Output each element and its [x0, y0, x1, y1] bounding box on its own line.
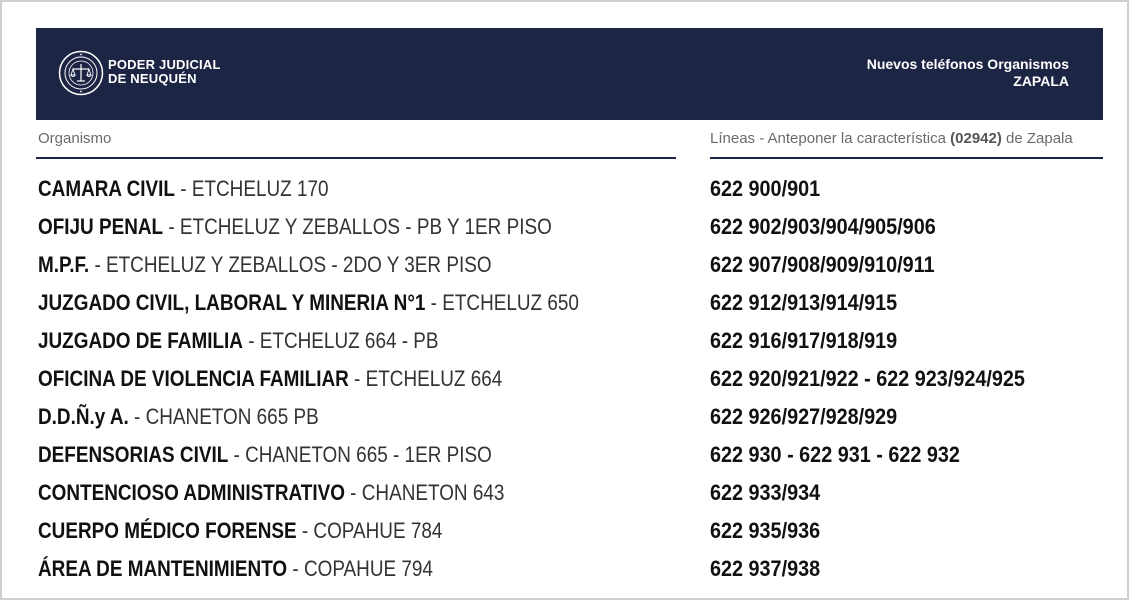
organismo-address: CHANETON 665 - 1ER PISO — [245, 442, 492, 467]
separator: - — [348, 366, 366, 391]
header-title-line-1: Nuevos teléfonos Organismos — [866, 56, 1069, 72]
separator: - — [242, 328, 260, 353]
organismo-name: OFICINA DE VIOLENCIA FAMILIAR — [38, 366, 349, 391]
organismo-cell — [38, 398, 319, 436]
separator: - — [296, 518, 314, 543]
organismo-cell — [38, 284, 579, 322]
organismo-address: CHANETON 643 — [361, 480, 505, 505]
organismo-cell — [38, 550, 433, 588]
organismo-name: JUZGADO DE FAMILIA — [38, 328, 243, 353]
phone-lines: 622 933/934 — [710, 480, 821, 505]
table-row — [2, 322, 1129, 360]
phone-lines: 622 920/921/922 - 622 923/924/925 — [710, 366, 1025, 391]
separator: - — [228, 442, 246, 467]
organismo-cell — [38, 322, 439, 360]
organismo-name: CUERPO MÉDICO FORENSE — [38, 518, 297, 543]
organismo-address: ETCHELUZ 664 - PB — [259, 328, 439, 353]
column-divider-left — [36, 157, 676, 159]
table-row — [2, 170, 1129, 208]
organismo-name: D.D.Ñ.y A. — [38, 404, 129, 429]
organismo-name: ÁREA DE MANTENIMIENTO — [38, 556, 288, 581]
directory-table — [2, 170, 1129, 588]
lineas-label: Líneas - Anteponer la característica — [710, 130, 946, 147]
column-header-organismo: Organismo — [38, 130, 112, 147]
organismo-address: ETCHELUZ 650 — [442, 290, 579, 315]
brand-line-1: PODER JUDICIAL — [108, 57, 221, 72]
organismo-address: ETCHELUZ 170 — [191, 176, 329, 201]
table-row — [2, 550, 1129, 588]
phone-lines: 622 916/917/918/919 — [710, 328, 898, 353]
organismo-address: COPAHUE 794 — [303, 556, 433, 581]
organismo-name: M.P.F. — [38, 252, 90, 277]
separator: - — [287, 556, 304, 581]
phone-lines: 622 930 - 622 931 - 622 932 — [710, 442, 960, 467]
lineas-suffix: de Zapala — [1006, 130, 1073, 147]
separator: - — [89, 252, 107, 277]
organismo-cell — [38, 360, 502, 398]
brand-name — [108, 58, 221, 86]
organismo-address: ETCHELUZ Y ZEBALLOS - 2DO Y 3ER PISO — [106, 252, 492, 277]
header-title — [867, 56, 1069, 90]
area-code: (02942) — [950, 130, 1002, 147]
judicial-seal-icon — [58, 50, 104, 96]
phone-lines: 622 937/938 — [710, 556, 821, 581]
table-row — [2, 284, 1129, 322]
organismo-cell — [38, 474, 504, 512]
phone-lines: 622 907/908/909/910/911 — [710, 252, 935, 277]
table-row — [2, 512, 1129, 550]
organismo-cell — [38, 170, 329, 208]
header-banner — [36, 28, 1103, 120]
separator: - — [425, 290, 443, 315]
organismo-address: COPAHUE 784 — [313, 518, 443, 543]
table-row — [2, 436, 1129, 474]
phone-lines: 622 912/913/914/915 — [710, 290, 898, 315]
organismo-cell — [38, 208, 552, 246]
organismo-address: ETCHELUZ 664 — [365, 366, 503, 391]
brand-line-2: DE NEUQUÉN — [108, 71, 197, 86]
phone-lines: 622 935/936 — [710, 518, 821, 543]
organismo-cell — [38, 246, 492, 284]
organismo-name: CONTENCIOSO ADMINISTRATIVO — [38, 480, 345, 505]
header-title-line-2: ZAPALA — [1013, 73, 1069, 89]
separator: - — [174, 176, 192, 201]
organismo-name: OFIJU PENAL — [38, 214, 164, 239]
table-row — [2, 360, 1129, 398]
column-divider-right — [710, 157, 1103, 159]
table-row — [2, 246, 1129, 284]
phone-lines: 622 902/903/904/905/906 — [710, 214, 936, 239]
table-row — [2, 398, 1129, 436]
phone-lines: 622 926/927/928/929 — [710, 404, 898, 429]
separator: - — [128, 404, 146, 429]
column-header-lineas — [710, 130, 1103, 147]
table-row — [2, 474, 1129, 512]
organismo-cell — [38, 436, 492, 474]
organismo-name: JUZGADO CIVIL, LABORAL Y MINERIA N°1 — [38, 290, 426, 315]
table-row — [2, 208, 1129, 246]
organismo-name: CAMARA CIVIL — [38, 176, 175, 201]
separator: - — [344, 480, 362, 505]
organismo-address: ETCHELUZ Y ZEBALLOS - PB Y 1ER PISO — [179, 214, 552, 239]
phone-lines: 622 900/901 — [710, 176, 821, 201]
organismo-cell — [38, 512, 442, 550]
separator: - — [163, 214, 180, 239]
organismo-name: DEFENSORIAS CIVIL — [38, 442, 229, 467]
organismo-address: CHANETON 665 PB — [145, 404, 319, 429]
